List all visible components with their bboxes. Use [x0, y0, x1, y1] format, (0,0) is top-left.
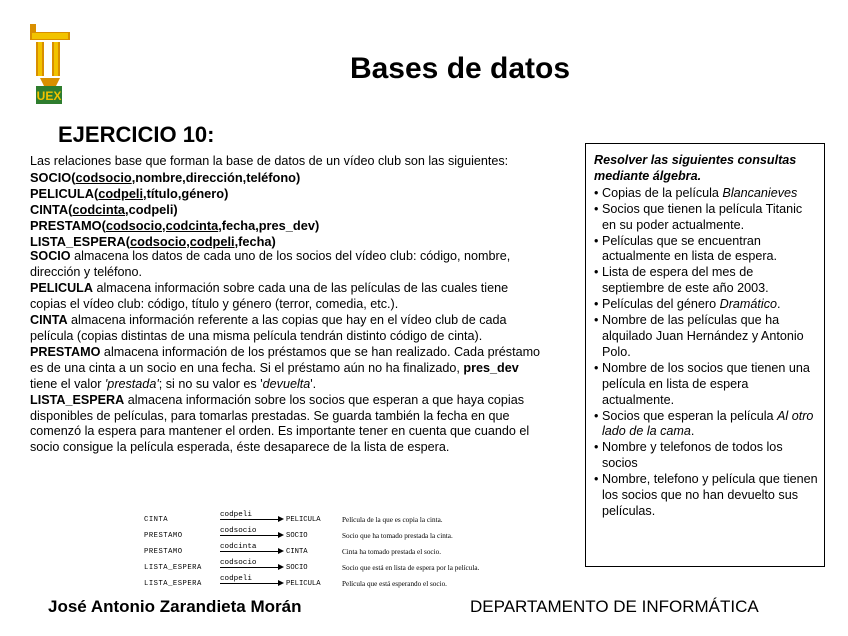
- query-item: • Socios que esperan la película Al otro lado de la cama.: [594, 409, 818, 441]
- ref-source: PRESTAMO: [144, 548, 183, 556]
- schema-lista-espera: LISTA_ESPERA(codsocio,codpeli,fecha): [30, 233, 276, 249]
- ref-description: Socio que ha tomado prestada la cinta.: [342, 532, 453, 540]
- ref-target: PELICULA: [286, 516, 321, 524]
- author-name: José Antonio Zarandieta Morán: [48, 597, 302, 616]
- ref-target: CINTA: [286, 548, 308, 556]
- ref-attribute: codsocio: [220, 559, 257, 567]
- arrow-right-icon: [220, 567, 280, 568]
- ref-target: SOCIO: [286, 564, 308, 572]
- svg-text:UEX: UEX: [36, 89, 62, 103]
- desc-cinta: CINTA almacena información referente a las copias que hay en el vídeo club de cada película (copias distintas de una misma película tendrán distinto código de cinta).: [30, 313, 507, 343]
- ref-source: PRESTAMO: [144, 532, 183, 540]
- ref-description: Cinta ha tomado prestada el socio.: [342, 548, 442, 556]
- desc-pelicula: PELICULA almacena información sobre cada una de las películas de las cuales tiene copias el vídeo club: código, título y género (terror, comedia, etc.).: [30, 281, 509, 312]
- reference-row: [144, 529, 564, 545]
- queries-list: [594, 186, 818, 520]
- query-item: • Nombre, telefono y película que tienen los socios que no han devuelto sus películas.: [594, 472, 818, 520]
- desc-socio: SOCIO almacena los datos de cada uno de los socios del vídeo club: código, nombre, dirección y teléfono.: [30, 249, 511, 280]
- page-title: Bases de datos: [349, 52, 571, 85]
- queries-box: [585, 143, 825, 567]
- query-item: • Nombre de los socios que tienen una película en lista de espera actualmente.: [594, 361, 818, 409]
- ref-attribute: codpeli: [220, 575, 252, 583]
- query-item: • Nombre de las películas que ha alquilado Juan Hernández y Antonio Polo.: [594, 313, 818, 361]
- queries-title: Resolver las siguientes consultas mediante álgebra.: [594, 153, 797, 183]
- arrow-right-icon: [220, 551, 280, 552]
- ref-source: LISTA_ESPERA: [144, 564, 202, 572]
- reference-row: [144, 577, 564, 593]
- desc-lista-espera: LISTA_ESPERA almacena información sobre los socios que esperan a que haya copias disponibles de películas, para tomarlas prestadas. Se guarda también la fecha en que comenzó la espera para mantener el orden. Es importante tener en cuenta que cuando el socio consigue la película esperada, éste desaparece de la lista de espera.: [30, 392, 530, 455]
- query-item: • Socios que tienen la película Titanic en su poder actualmente.: [594, 202, 818, 234]
- query-item: • Lista de espera del mes de septiembre de este año 2003.: [594, 265, 818, 297]
- query-item: • Nombre y telefonos de todos los socios: [594, 440, 818, 472]
- foreign-key-references: [144, 513, 564, 593]
- reference-row: [144, 513, 564, 529]
- ref-attribute: codpeli: [220, 511, 252, 519]
- ref-description: Socio que está en lista de espera por la película.: [342, 564, 480, 572]
- arrow-right-icon: [220, 583, 280, 584]
- schema-pelicula: PELICULA(codpeli,título,género): [30, 185, 229, 201]
- reference-row: [144, 561, 564, 577]
- reference-row: [144, 545, 564, 561]
- arrow-right-icon: [220, 535, 280, 536]
- ref-source: CINTA: [144, 516, 169, 524]
- ref-description: Película que está esperando el socio.: [342, 580, 447, 588]
- ref-attribute: codcinta: [220, 543, 257, 551]
- schema-cinta: CINTA(codcinta,codpeli): [30, 201, 178, 217]
- ref-target: PELICULA: [286, 580, 321, 588]
- department-name: DEPARTAMENTO DE INFORMÁTICA: [470, 597, 759, 616]
- schema-prestamo: PRESTAMO(codsocio,codcinta,fecha,pres_dev): [30, 217, 320, 233]
- exercise-title: EJERCICIO 10:: [58, 122, 215, 147]
- query-item: • Copias de la película Blancanieves: [594, 186, 818, 202]
- ref-target: SOCIO: [286, 532, 308, 540]
- query-item: • Películas que se encuentran actualmente en lista de espera.: [594, 234, 818, 266]
- ref-attribute: codsocio: [220, 527, 257, 535]
- ref-source: LISTA_ESPERA: [144, 580, 202, 588]
- intro-paragraph: Las relaciones base que forman la base de datos de un vídeo club son las siguientes:: [30, 154, 509, 168]
- exercise-statement: [30, 154, 548, 456]
- desc-prestamo: PRESTAMO almacena información de los préstamos que se han realizado. Cada préstamo es de una cinta a un socio en una fecha. Si el préstamo aún no ha finalizado, pres_dev tiene el valor 'prestada'; si no su valor es 'devuelta'.: [30, 344, 541, 391]
- university-logo: [26, 24, 78, 106]
- query-item: • Películas del género Dramático.: [594, 297, 818, 313]
- schema-socio: SOCIO(codsocio,nombre,dirección,teléfono): [30, 169, 301, 185]
- arrow-right-icon: [220, 519, 280, 520]
- ref-description: Película de la que es copia la cinta.: [342, 516, 443, 524]
